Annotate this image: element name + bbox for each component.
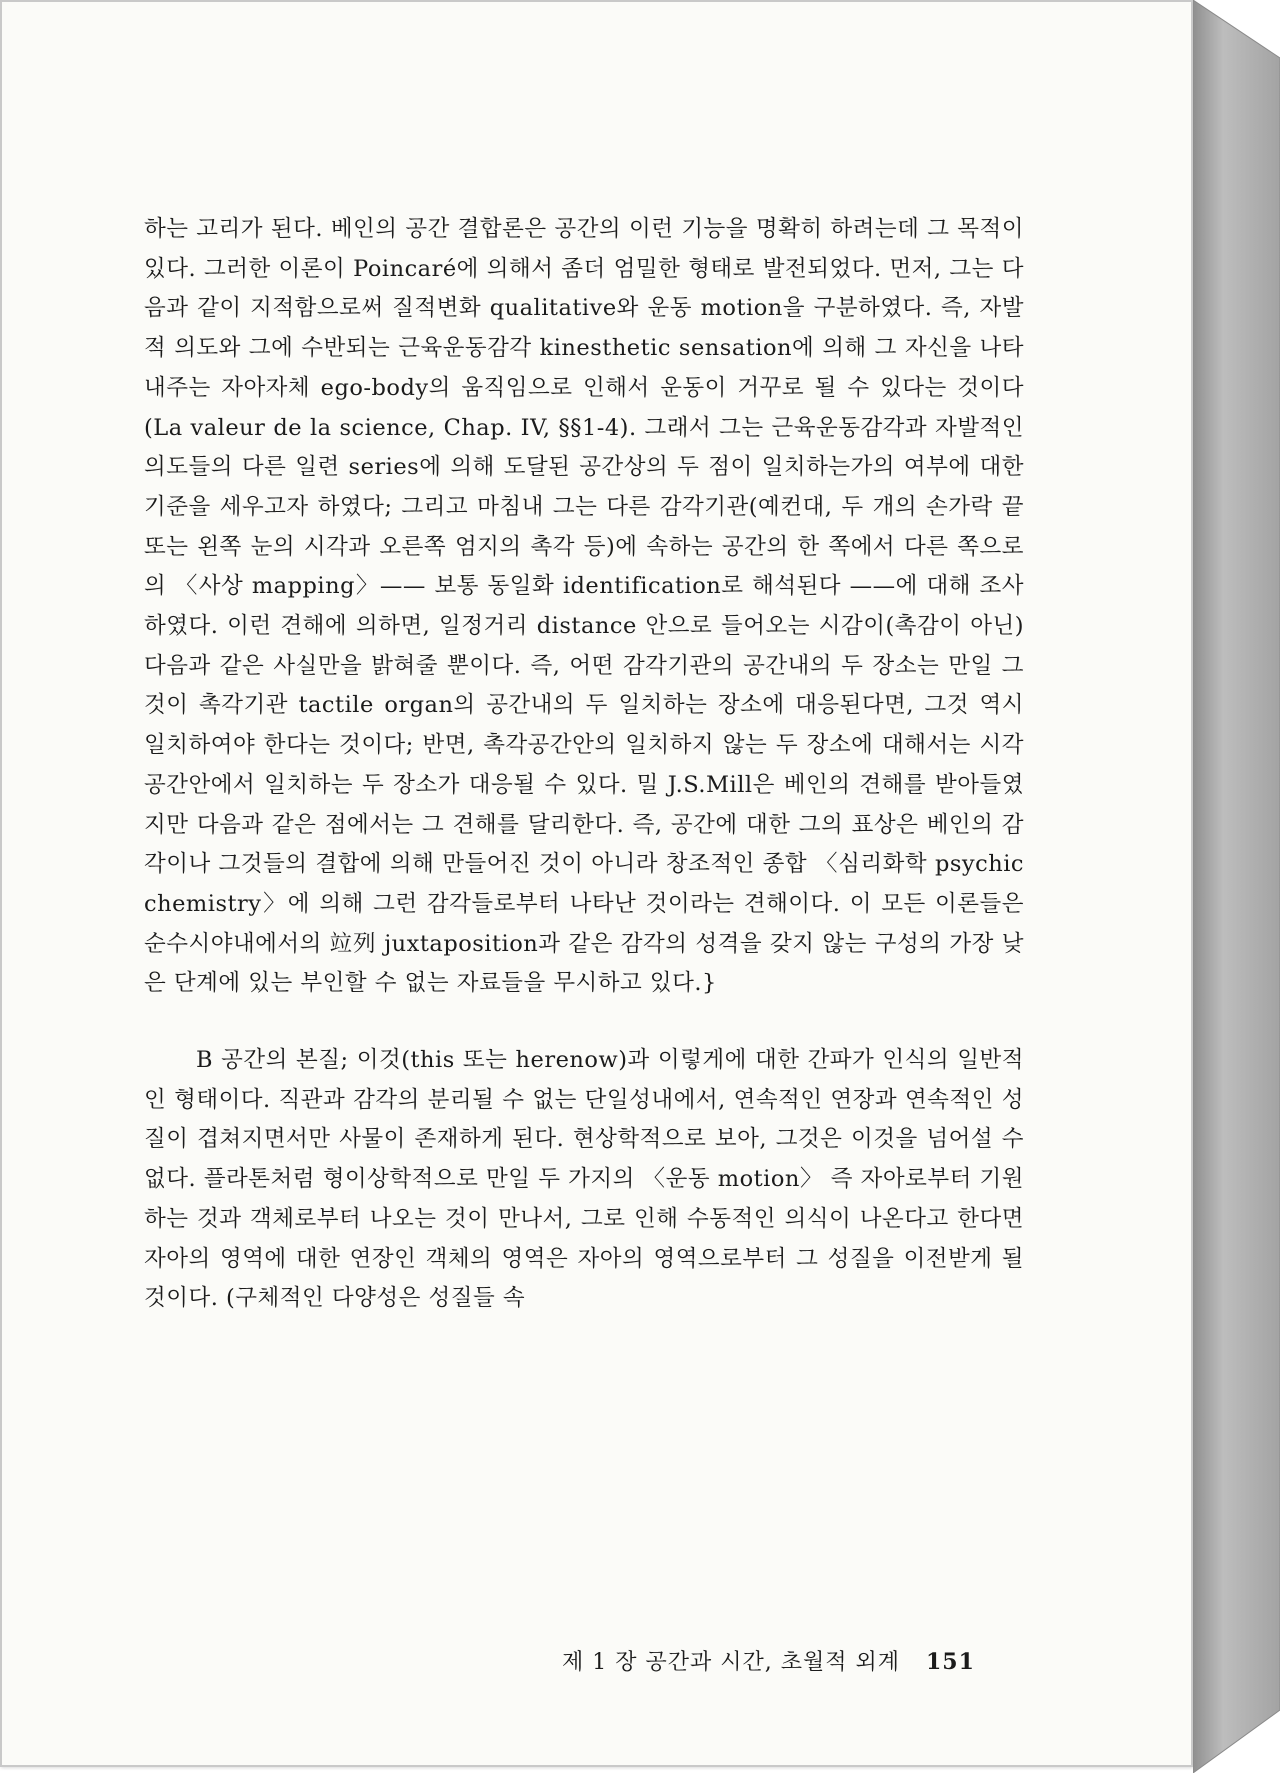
paragraph-gap (144, 1004, 1024, 1041)
paragraph-2: B 공간의 본질; 이것(this 또는 herenow)과 이렇게에 대한 간파가 인식의 일반적인 형태이다. 직관과 감각의 분리될 수 없는 단일성내에서, 연속적인 연장과 연속적인 성질이 겹쳐지면서만 사물이 존재하게 된다. 현상학적으로 보아, 그것은 이것을 넘어설 수 없다. 플라톤처럼 형이상학적으로 만일 두 가지의 〈운동 motion〉 즉 자아로부터 기원하는 것과 객체로부터 나오는 것이 만나서, 그로 인해 수동적인 의식이 나온다고 한다면 자아의 영역에 대한 연장인 객체의 영역은 자아의 영역으로부터 그 성질을 이전받게 될 것이다. (구체적인 다양성은 성질들 속 (144, 1047, 1024, 1312)
body-text (144, 210, 1024, 1319)
page-footer (562, 1645, 975, 1676)
book-spine-edge (1193, 0, 1280, 1773)
page-number: 151 (925, 1649, 975, 1675)
paragraph-1: 하는 고리가 된다. 베인의 공간 결합론은 공간의 이런 기능을 명확히 하려는데 그 목적이 있다. 그러한 이론이 Poincaré에 의해서 좀더 엄밀한 형태로 발전되었다. 먼저, 그는 다음과 같이 지적함으로써 질적변화 qualitative와 운동 motion을 구분하였다. 즉, 자발적 의도와 그에 수반되는 근육운동감각 kinesthetic sensation에 의해 그 자신을 나타내주는 자아자체 ego-body의 움직임으로 인해서 운동이 거꾸로 될 수 있다는 것이다(La valeur de la science, Chap. IV, §§1-4). 그래서 그는 근육운동감각과 자발적인 의도들의 다른 일련 series에 의해 도달된 공간상의 두 점이 일치하는가의 여부에 대한 기준을 세우고자 하였다; 그리고 마침내 그는 다른 감각기관(예컨대, 두 개의 손가락 끝 또는 왼쪽 눈의 시각과 오른쪽 엄지의 촉각 등)에 속하는 공간의 한 쪽에서 다른 쪽으로의 〈사상 mapping〉—— 보통 동일화 identification로 해석된다 ——에 대해 조사하였다. 이런 견해에 의하면, 일정거리 distance 안으로 들어오는 시감이(촉감이 아닌)다음과 같은 사실만을 밝혀줄 뿐이다. 즉, 어떤 감각기관의 공간내의 두 장소는 만일 그것이 촉각기관 tactile organ의 공간내의 두 일치하는 장소에 대응된다면, 그것 역시 일치하여야 한다는 것이다; 반면, 촉각공간안의 일치하지 않는 두 장소에 대해서는 시각공간안에서 일치하는 두 장소가 대응될 수 있다. 밀 J.S.Mill은 베인의 견해를 받아들였지만 다음과 같은 점에서는 그 견해를 달리한다. 즉, 공간에 대한 그의 표상은 베인의 감각이나 그것들의 결합에 의해 만들어진 것이 아니라 창조적인 종합 〈심리화학 psychic chemistry〉에 의해 그런 감각들로부터 나타난 것이라는 견해이다. 이 모든 이론들은 순수시야내에서의 竝列 juxtaposition과 같은 감각의 성격을 갖지 않는 구성의 가장 낮은 단계에 있는 부인할 수 없는 자료들을 무시하고 있다.} (144, 216, 1024, 997)
running-head: 제 1 장 공간과 시간, 초월적 외계 (562, 1650, 900, 1675)
